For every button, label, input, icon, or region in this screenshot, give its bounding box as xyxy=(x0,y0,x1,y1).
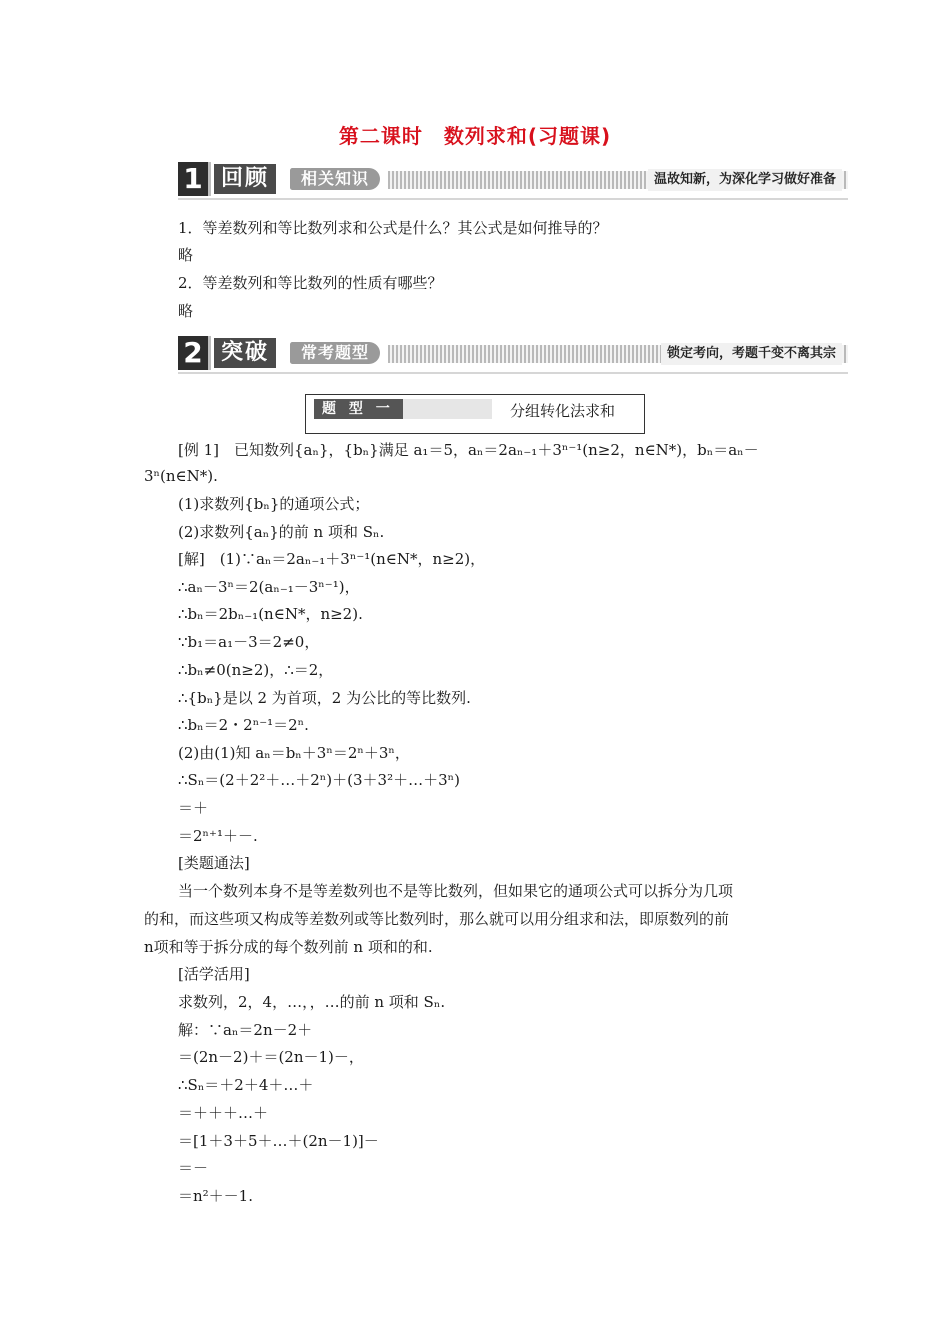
body-line: 求数列，2，4，…，，…的前 n 项和 Sₙ. xyxy=(178,993,446,1011)
body-line: (2)由(1)知 aₙ＝bₙ＋3ⁿ＝2ⁿ＋3ⁿ， xyxy=(178,744,410,762)
review-line: 2．等差数列和等比数列的性质有哪些？ xyxy=(178,274,443,292)
section-slogan: 温故知新，为深化学习做好准备 xyxy=(648,169,842,191)
body-line: ∴bₙ＝2・2ⁿ⁻¹＝2ⁿ. xyxy=(178,716,309,734)
page-title: 第二课时 数列求和(习题课) xyxy=(338,124,612,148)
body-line: [例 1] 已知数列{aₙ}，{bₙ}满足 a₁＝5，aₙ＝2aₙ₋₁＋3ⁿ⁻¹(n≥2，n∈N*)，bₙ＝aₙ－ xyxy=(178,441,759,459)
section-subheading: 相关知识 xyxy=(290,168,380,190)
body-line: n项和等于拆分成的每个数列前 n 项和的和. xyxy=(144,938,433,956)
body-line: 的和，而这些项又构成等差数列或等比数列时，那么就可以用分组求和法，即原数列的前 xyxy=(144,910,730,928)
body-line: ∴bₙ≠0(n≥2)，∴＝2， xyxy=(178,661,334,679)
review-line: 略 xyxy=(178,302,194,320)
body-line: ∴bₙ＝2bₙ₋₁(n∈N*，n≥2). xyxy=(178,605,363,623)
question-type-box xyxy=(305,394,645,434)
body-line: ∵b₁＝a₁－3＝2≠0， xyxy=(178,633,320,651)
section-heading: 突破 xyxy=(214,338,276,368)
section-number: 1 xyxy=(178,162,211,196)
question-type-name: 分组转化法求和 xyxy=(510,402,616,420)
review-line: 略 xyxy=(178,246,194,264)
body-line: ∴Sₙ＝(2＋2²＋…＋2ⁿ)＋(3＋3²＋…＋3ⁿ) xyxy=(178,771,460,789)
question-type-tag xyxy=(314,399,492,419)
body-line: (1)求数列{bₙ}的通项公式； xyxy=(178,495,370,513)
section-number: 2 xyxy=(178,336,211,370)
body-line: ＝[1＋3＋5＋…＋(2n－1)]－ xyxy=(178,1132,379,1150)
body-line: ∴aₙ－3ⁿ＝2(aₙ₋₁－3ⁿ⁻¹)， xyxy=(178,578,360,596)
question-type-label: 题 型 一 xyxy=(322,401,394,417)
section-subheading: 常考题型 xyxy=(290,342,380,364)
review-line: 1．等差数列和等比数列求和公式是什么？其公式是如何推导的？ xyxy=(178,219,608,237)
body-line: ＝－ xyxy=(178,1159,209,1177)
banner-shadow xyxy=(178,372,848,374)
body-line: ＝(2n－2)＋＝(2n－1)－， xyxy=(178,1048,364,1066)
body-line: 解：∵aₙ＝2n－2＋ xyxy=(178,1021,313,1039)
body-line: ＝2ⁿ⁺¹＋－. xyxy=(178,827,258,845)
body-line: ∴Sₙ＝＋2＋4＋…＋ xyxy=(178,1076,314,1094)
body-line: 当一个数列本身不是等差数列也不是等比数列，但如果它的通项公式可以拆分为几项 xyxy=(178,882,734,900)
body-line: ＝＋＋＋…＋ xyxy=(178,1104,269,1122)
body-line: (2)求数列{aₙ}的前 n 项和 Sₙ. xyxy=(178,523,385,541)
body-line: [类题通法] xyxy=(178,854,250,872)
section-heading: 回顾 xyxy=(214,164,276,194)
body-line: ＝＋ xyxy=(178,799,209,817)
section-banner-practice xyxy=(178,334,848,374)
body-line: [活学活用] xyxy=(178,965,250,983)
body-line: [解] (1)∵aₙ＝2aₙ₋₁＋3ⁿ⁻¹(n∈N*，n≥2)， xyxy=(178,550,486,568)
body-line: 3ⁿ(n∈N*). xyxy=(144,467,218,485)
section-slogan: 锁定考向，考题千变不离其宗 xyxy=(661,343,842,365)
body-line: ＝n²＋－1. xyxy=(178,1187,253,1205)
body-line: ∴{bₙ}是以 2 为首项，2 为公比的等比数列. xyxy=(178,689,471,707)
banner-shadow xyxy=(178,198,848,200)
section-banner-review xyxy=(178,160,848,200)
